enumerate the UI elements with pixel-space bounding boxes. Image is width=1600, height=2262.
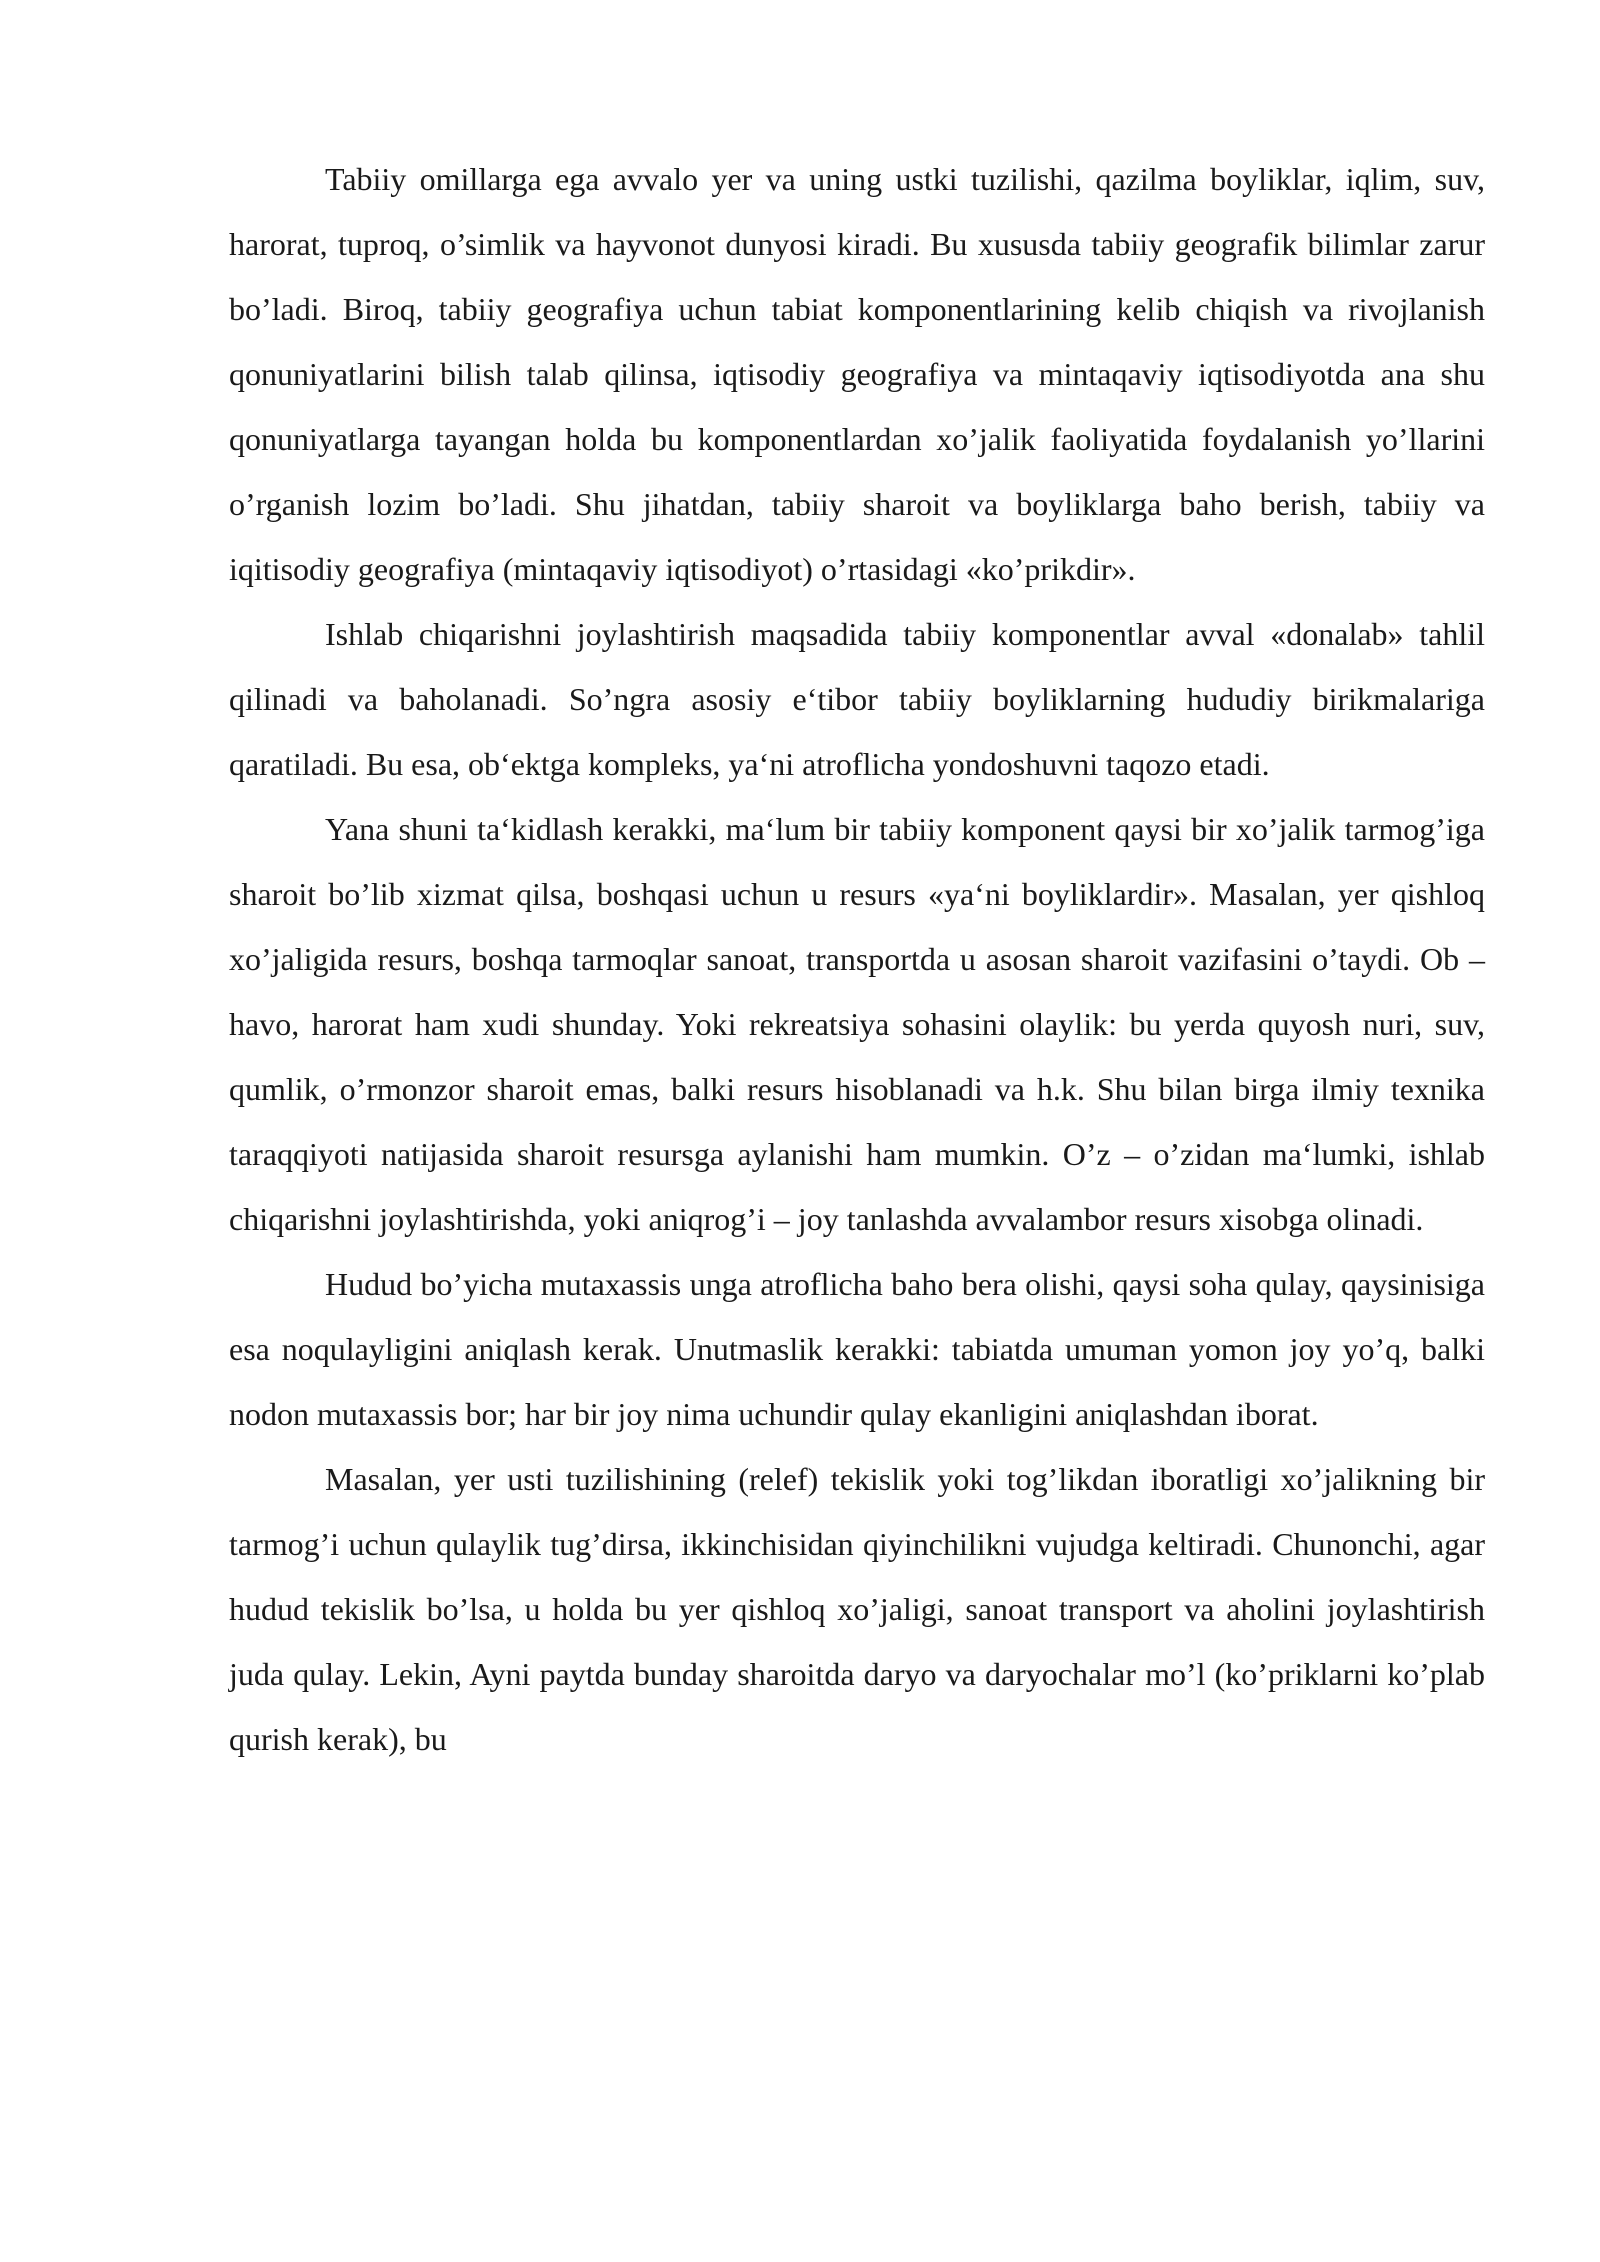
paragraph-production-placement: Ishlab chiqarishni joylashtirish maqsadida tabiiy komponentlar avval «donalab» tahlil qilinadi va baholanadi. So’ngra asosiy e‘tibor tabiiy boyliklarning hududiy birikmalariga qaratiladi. Bu esa, ob‘ektga kompleks, ya‘ni atroflicha yondoshuvni taqozo etadi. [229,616,1485,782]
paragraph-natural-factors: Tabiiy omillarga ega avvalo yer va uning ustki tuzilishi, qazilma boyliklar, iqlim, suv, harorat, tuproq, o’simlik va hayvonot dunyosi kiradi. Bu xususda tabiiy geografik bilimlar zarur bo’ladi. Biroq, tabiiy geografiya uchun tabiat komponentlarining kelib chiqish va rivojlanish qonuniyatlarini bilish talab qilinsa, iqtisodiy geografiya va mintaqaviy iqtisodiyotda ana shu qonuniyatlarga tayangan holda bu komponentlardan xo’jalik faoliyatida foydalanish yo’llarini o’rganish lozim bo’ladi. Shu jihatdan, tabiiy sharoit va boyliklarga baho berish, tabiiy va iqitisodiy geografiya (mintaqaviy iqtisodiyot) o’rtasidagi «ko’prikdir». [229,161,1485,587]
document-body [229,147,1485,1772]
paragraph-regional-specialist: Hudud bo’yicha mutaxassis unga atroflicha baho bera olishi, qaysi soha qulay, qaysinisiga esa noqulayligini aniqlash kerak. Unutmaslik kerakki: tabiatda umuman yomon joy yo’q, balki nodon mutaxassis bor; har bir joy nima uchundir qulay ekanligini aniqlashdan iborat. [229,1266,1485,1432]
paragraph-conditions-and-resources: Yana shuni ta‘kidlash kerakki, ma‘lum bir tabiiy komponent qaysi bir xo’jalik tarmog’iga sharoit bo’lib xizmat qilsa, boshqasi uchun u resurs «ya‘ni boyliklardir». Masalan, yer qishloq xo’jaligida resurs, boshqa tarmoqlar sanoat, transportda u asosan sharoit vazifasini o’taydi. Ob – havo, harorat ham xudi shunday. Yoki rekreatsiya sohasini olaylik: bu yerda quyosh nuri, suv, qumlik, o’rmonzor sharoit emas, balki resurs hisoblanadi va h.k. Shu bilan birga ilmiy texnika taraqqiyoti natijasida sharoit resursga aylanishi ham mumkin. O’z – o’zidan ma‘lumki, ishlab chiqarishni joylashtirishda, yoki aniqrog’i – joy tanlashda avvalambor resurs xisobga olinadi. [229,811,1485,1237]
paragraph-relief-example: Masalan, yer usti tuzilishining (relef) tekislik yoki tog’likdan iboratligi xo’jalikning bir tarmog’i uchun qulaylik tug’dirsa, ikkinchisidan qiyinchilikni vujudga keltiradi. Chunonchi, agar hudud tekislik bo’lsa, u holda bu yer qishloq xo’jaligi, sanoat transport va aholini joylashtirish juda qulay. Lekin, Ayni paytda bunday sharoitda daryo va daryochalar mo’l (ko’priklarni ko’plab qurish kerak), bu [229,1461,1485,1757]
